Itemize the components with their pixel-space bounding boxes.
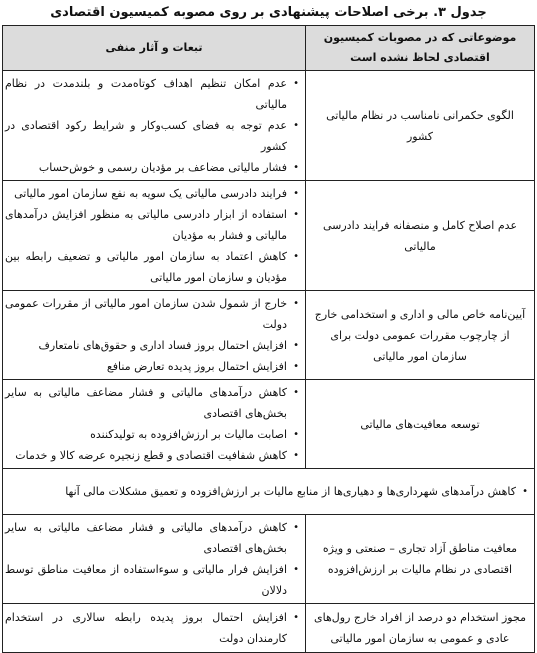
bullet-icon: •: [293, 78, 299, 89]
bullet-icon: •: [293, 209, 299, 220]
list-item: • اصابت مالیات بر ارزش‌افزوده به تولیدکننده: [5, 424, 287, 445]
effects-cell: [3, 469, 535, 515]
table-row: [3, 515, 535, 604]
header-topic: موضوعاتی که در مصوبات کمیسیون اقتصادی لحاظ نشده است: [306, 26, 535, 71]
effects-cell: [3, 380, 306, 469]
table-row: [3, 604, 535, 653]
table-header-row: [3, 26, 535, 71]
bullet-icon: •: [293, 450, 299, 461]
topic-cell: عدم اصلاح کامل و منصفانه فرایند دادرسی مالیاتی: [306, 181, 535, 291]
table-caption: جدول ۳. برخی اصلاحات پیشنهادی بر روی مصوبه کمیسیون اقتصادی: [50, 5, 487, 20]
topic-cell: معافیت مناطق آزاد تجاری – صنعتی و ویژه اقتصادی در نظام مالیات بر ارزش‌افزوده: [306, 515, 535, 604]
bullet-icon: •: [293, 251, 299, 262]
bullet-icon: •: [293, 522, 299, 533]
bullet-icon: •: [293, 564, 299, 575]
bullet-icon: •: [293, 387, 299, 398]
effects-list: [5, 293, 301, 377]
bullet-icon: •: [293, 298, 299, 309]
bullet-icon: •: [293, 162, 299, 173]
effects-cell: [3, 291, 306, 380]
bullet-icon: •: [293, 612, 299, 623]
effects-cell: [3, 71, 306, 181]
table-row: [3, 181, 535, 291]
list-item: • کاهش درآمدهای شهرداری‌ها و دهیاری‌ها از منابع مالیات بر ارزش‌افزوده و تعمیق مشکلات مالی آنها: [5, 481, 516, 502]
list-item: • افزایش احتمال بروز پدیده تعارض منافع: [5, 356, 287, 377]
table-row: [3, 469, 535, 515]
bullet-icon: •: [293, 120, 299, 131]
list-item: • عدم امکان تنظیم اهداف کوتاه‌مدت و بلندمدت در نظام مالیاتی: [5, 73, 287, 115]
list-item: • فرایند دادرسی مالیاتی یک سویه به نفع سازمان امور مالیاتی: [5, 183, 287, 204]
topic-cell: الگوی حکمرانی نامناسب در نظام مالیاتی کشور: [306, 71, 535, 181]
topic-cell: توسعه معافیت‌های مالیاتی: [306, 380, 535, 469]
amendments-table: [2, 25, 535, 653]
list-item: • افزایش احتمال بروز فساد اداری و حقوق‌های نامتعارف: [5, 335, 287, 356]
effects-cell: [3, 181, 306, 291]
effects-list: [5, 481, 530, 502]
list-item: • کاهش درآمدهای مالیاتی و فشار مضاعف مالیاتی به سایر بخش‌های اقتصادی: [5, 382, 287, 424]
effects-list: [5, 607, 301, 649]
list-item: • عدم توجه به فضای کسب‌وکار و شرایط رکود اقتصادی در کشور: [5, 115, 287, 157]
table-row: [3, 291, 535, 380]
list-item: • کاهش اعتماد به سازمان امور مالیاتی و تضعیف رابطه بین مؤدیان و سازمان امور مالیاتی: [5, 246, 287, 288]
list-item: • کاهش درآمدهای مالیاتی و فشار مضاعف مالیاتی به سایر بخش‌های اقتصادی: [5, 517, 287, 559]
list-item: • فشار مالیاتی مضاعف بر مؤدیان رسمی و خوش‌حساب: [5, 157, 287, 178]
effects-list: [5, 183, 301, 288]
list-item: • افزایش فرار مالیاتی و سوءاستفاده از معافیت مناطق توسط دلالان: [5, 559, 287, 601]
bullet-icon: •: [522, 486, 528, 497]
effects-list: [5, 382, 301, 466]
effects-list: [5, 517, 301, 601]
table-body: [3, 71, 535, 653]
effects-cell: [3, 515, 306, 604]
topic-cell: آیین‌نامه خاص مالی و اداری و استخدامی خارج از چارچوب مقررات عمومی دولت برای سازمان امور مالیاتی: [306, 291, 535, 380]
bullet-icon: •: [293, 340, 299, 351]
list-item: • استفاده از ابزار دادرسی مالیاتی به منظور افزایش درآمدهای مالیاتی و فشار به مؤدیان: [5, 204, 287, 246]
bullet-icon: •: [293, 361, 299, 372]
bullet-icon: •: [293, 188, 299, 199]
list-item: • خارج از شمول شدن سازمان امور مالیاتی از مقررات عمومی دولت: [5, 293, 287, 335]
list-item: • کاهش شفافیت اقتصادی و قطع زنجیره عرضه کالا و خدمات: [5, 445, 287, 466]
table-row: [3, 380, 535, 469]
topic-cell: مجوز استخدام دو درصد از افراد خارج رول‌های عادی و عمومی به سازمان امور مالیاتی: [306, 604, 535, 653]
table-row: [3, 71, 535, 181]
header-effects: تبعات و آثار منفی: [3, 26, 306, 71]
bullet-icon: •: [293, 429, 299, 440]
effects-list: [5, 73, 301, 178]
list-item: • افزایش احتمال بروز پدیده رابطه سالاری در استخدام کارمندان دولت: [5, 607, 287, 649]
effects-cell: [3, 604, 306, 653]
